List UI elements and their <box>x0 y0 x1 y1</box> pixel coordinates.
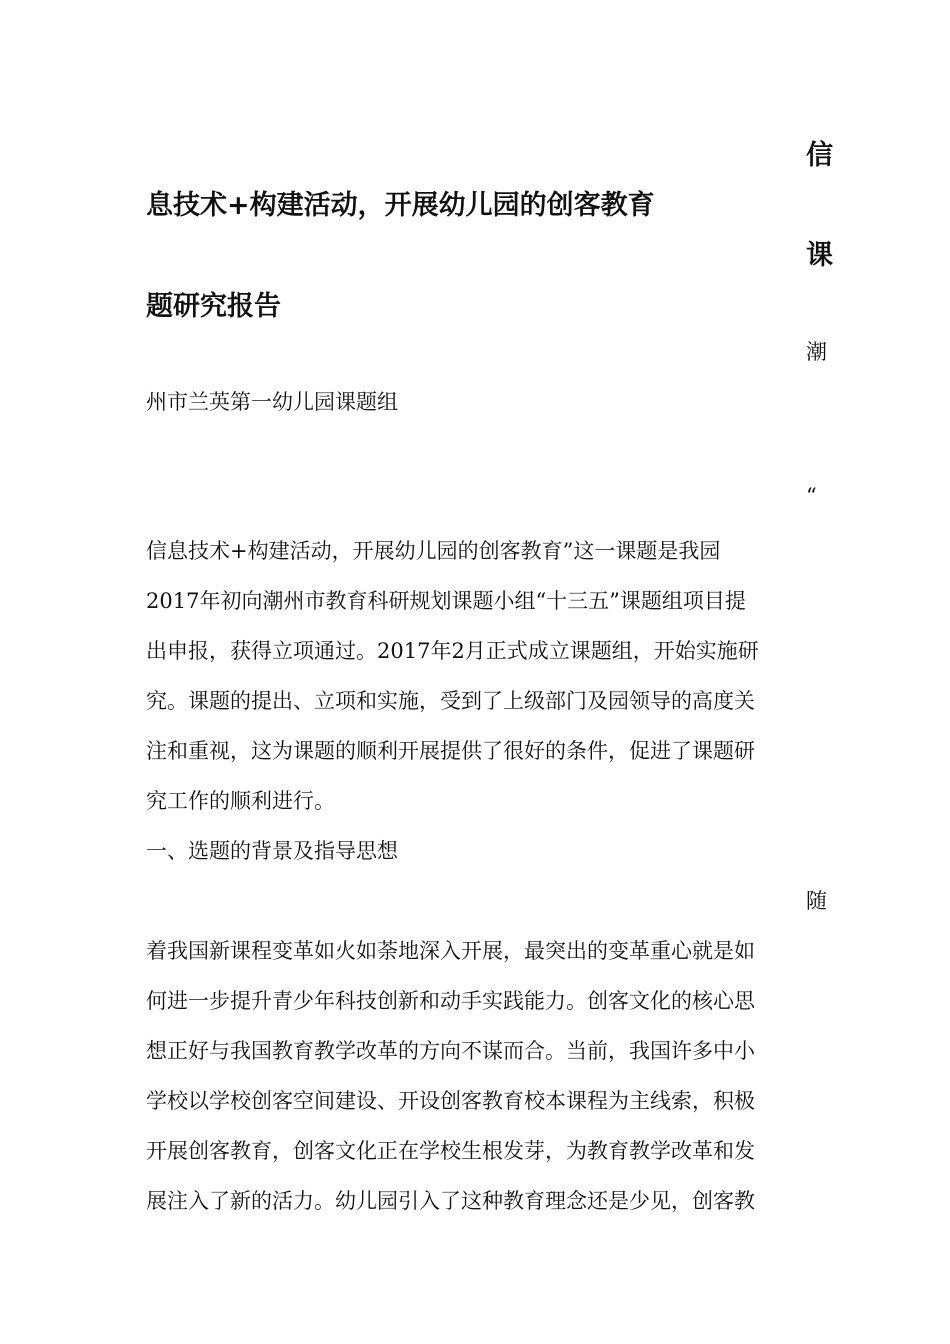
intro-line: 究。课题的提出、立项和实施，受到了上级部门及园领导的高度关 <box>146 689 755 713</box>
author-right-char: 潮 <box>806 340 827 364</box>
section-line: 何进一步提升青少年科技创新和动手实践能力。创客文化的核心思 <box>146 989 755 1013</box>
author-line: 州市兰英第一幼儿园课题组 <box>146 390 398 414</box>
intro-line: 究工作的顺利进行。 <box>146 789 335 813</box>
title-right-char-2: 课 <box>806 240 833 271</box>
intro-line: 2017年初向潮州市教育科研规划课题小组“十三五”课题组项目提 <box>146 589 746 613</box>
section-line: 想正好与我国教育教学改革的方向不谋而合。当前，我国许多中小 <box>146 1039 755 1063</box>
title-right-char-1: 信 <box>806 140 833 171</box>
section-line: 开展创客教育，创客文化正在学校生根发芽，为教育教学改革和发 <box>146 1139 755 1163</box>
intro-line: 信息技术+构建活动，开展幼儿园的创客教育”这一课题是我园 <box>146 539 721 563</box>
section-heading: 一、选题的背景及指导思想 <box>146 839 398 863</box>
title-line-1: 息技术+构建活动，开展幼儿园的创客教育 <box>146 190 655 221</box>
section-line: 着我国新课程变革如火如荼地深入开展，最突出的变革重心就是如 <box>146 939 755 963</box>
intro-line: 注和重视，这为课题的顺利开展提供了很好的条件，促进了课题研 <box>146 739 755 763</box>
section-line: 展注入了新的活力。幼儿园引入了这种教育理念还是少见，创客教 <box>146 1189 755 1213</box>
intro-right-char: “ <box>806 484 817 508</box>
intro-line: 出申报，获得立项通过。2017年2月正式成立课题组，开始实施研 <box>146 639 759 663</box>
section-line: 学校以学校创客空间建设、开设创客教育校本课程为主线索，积极 <box>146 1089 755 1113</box>
title-line-2: 题研究报告 <box>146 291 281 322</box>
section-right-char: 随 <box>806 889 827 913</box>
